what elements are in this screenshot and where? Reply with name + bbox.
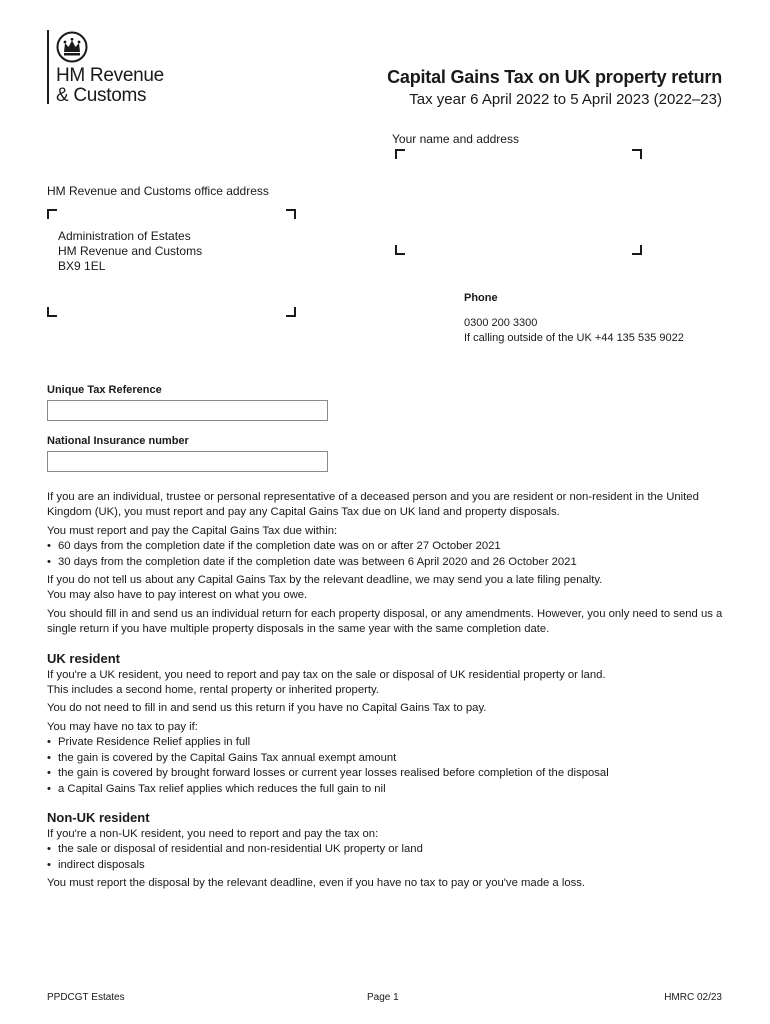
- uk-resident-paragraph: You do not need to fill in and send us this return if you have no Capital Gains Tax to pay.: [47, 702, 487, 715]
- phone-details: [464, 316, 684, 346]
- intro-paragraph: You must report and pay the Capital Gains Tax due within:: [47, 524, 338, 537]
- office-address-line: BX9 1EL: [58, 259, 106, 273]
- phone-label: Phone: [464, 292, 498, 304]
- uk-resident-line: This includes a second home, rental property or inherited property.: [47, 684, 379, 697]
- office-address-line: HM Revenue and Customs: [58, 244, 203, 258]
- corner-mark: [632, 149, 642, 159]
- non-uk-disposal-list: [47, 842, 727, 873]
- list-item: • a Capital Gains Tax relief applies which reduces the full gain to nil: [47, 782, 727, 797]
- logo-text-line1: HM Revenue: [56, 65, 164, 86]
- list-item: • the gain is covered by the Capital Gains Tax annual exempt amount: [47, 751, 727, 766]
- nino-label: National Insurance number: [47, 435, 189, 447]
- office-address-label: HM Revenue and Customs office address: [47, 184, 269, 198]
- list-item: • the gain is covered by brought forward losses or current year losses realised before completion of the disposal: [47, 766, 727, 781]
- penalty-paragraph: [47, 573, 727, 604]
- utr-input[interactable]: [47, 400, 328, 421]
- form-subtitle: Tax year 6 April 2022 to 5 April 2023 (2022–23): [409, 91, 722, 108]
- phone-number: 0300 200 3300: [464, 317, 538, 329]
- corner-mark: [47, 209, 57, 219]
- utr-label: Unique Tax Reference: [47, 384, 162, 396]
- corner-mark: [395, 245, 405, 255]
- recipient-address-label: Your name and address: [392, 132, 519, 146]
- crown-crest-icon: [56, 31, 88, 63]
- intro-paragraph: If you are an individual, trustee or personal representative of a deceased person and you are resident or non-resident in the United Kingdom (UK), you must report and pay any Capital Gains Tax due on UK land and property disposals.: [47, 491, 699, 519]
- uk-resident-heading: UK resident: [47, 650, 120, 666]
- no-tax-list: [47, 735, 727, 797]
- logo-text-line2: & Customs: [56, 85, 147, 106]
- non-uk-resident-paragraph: You must report the disposal by the relevant deadline, even if you have no tax to pay or you've made a loss.: [47, 877, 586, 890]
- corner-mark: [632, 245, 642, 255]
- deadline-list: [47, 539, 727, 570]
- penalty-line: If you do not tell us about any Capital Gains Tax by the relevant deadline, we may send you a late filing penalty.: [47, 574, 603, 587]
- guidance-text: [47, 490, 727, 895]
- footer-version: HMRC 02/23: [664, 992, 722, 1003]
- phone-overseas-number: If calling outside of the UK +44 135 535 9022: [464, 332, 684, 344]
- list-item: • the sale or disposal of residential and non-residential UK property or land: [47, 842, 727, 857]
- corner-mark: [395, 149, 405, 159]
- footer-page-number: Page 1: [367, 992, 399, 1003]
- form-title: Capital Gains Tax on UK property return: [387, 67, 722, 87]
- non-uk-resident-paragraph: If you're a non-UK resident, you need to report and pay the tax on:: [47, 827, 379, 840]
- non-uk-resident-heading: Non-UK resident: [47, 809, 150, 825]
- uk-resident-paragraph: [47, 668, 727, 699]
- logo-rule: [47, 30, 49, 104]
- corner-mark: [286, 307, 296, 317]
- list-item: • 30 days from the completion date if the completion date was between 6 April 2020 and 26 October 2021: [47, 555, 727, 570]
- interest-line: You may also have to pay interest on what you owe.: [47, 589, 308, 602]
- uk-resident-line: If you're a UK resident, you need to report and pay tax on the sale or disposal of UK residential property or land.: [47, 668, 606, 681]
- corner-mark: [47, 307, 57, 317]
- uk-resident-paragraph: You may have no tax to pay if:: [47, 720, 198, 733]
- footer-form-code: PPDCGT Estates: [47, 992, 125, 1003]
- intro-paragraph: You should fill in and send us an individual return for each property disposal, or any amendments. However, you only need to send us a single return if you have multiple property disposals in the same year with the same completion date.: [47, 607, 723, 636]
- corner-mark: [286, 209, 296, 219]
- office-address-line: Administration of Estates: [58, 229, 191, 243]
- nino-input[interactable]: [47, 451, 328, 472]
- office-address-text: [58, 229, 202, 274]
- list-item: • indirect disposals: [47, 858, 727, 873]
- list-item: • Private Residence Relief applies in full: [47, 735, 727, 750]
- list-item: • 60 days from the completion date if the completion date was on or after 27 October 2021: [47, 539, 727, 554]
